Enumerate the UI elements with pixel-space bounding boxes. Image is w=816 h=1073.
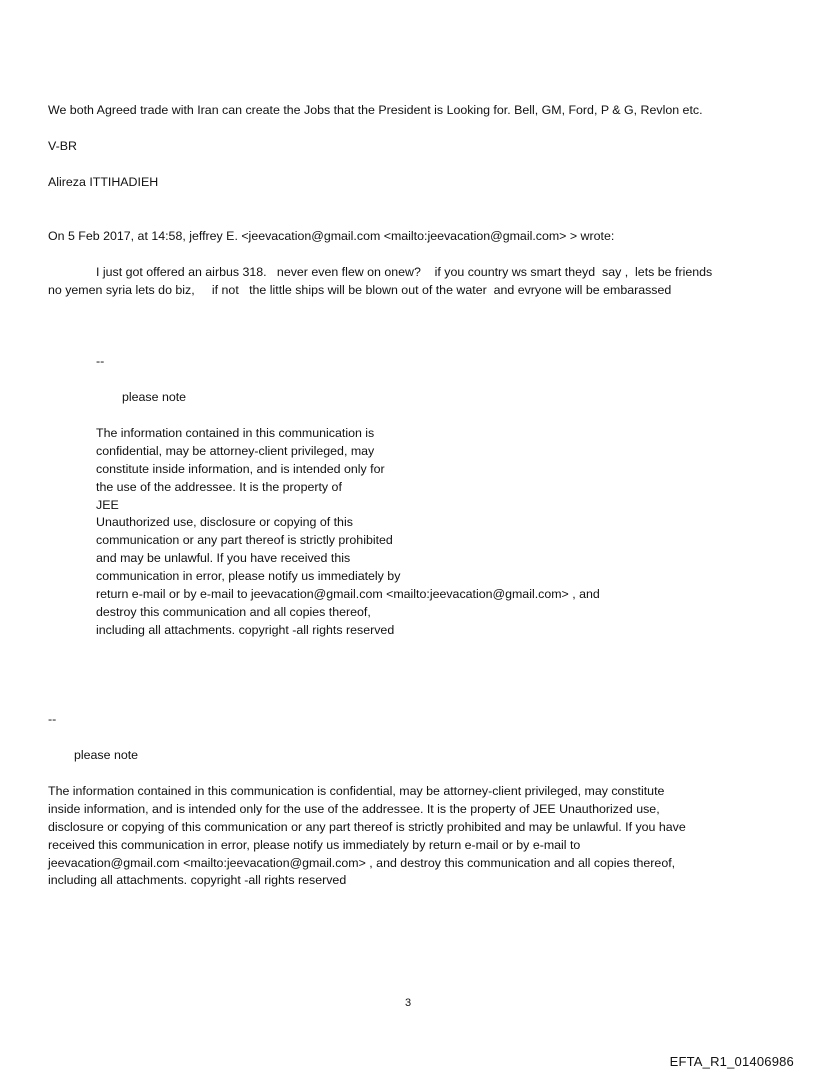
inner-disclaimer-line: JEE	[96, 497, 119, 512]
email-intro: We both Agreed trade with Iran can create the Jobs that the President is Looking for. Bell, GM, Ford, P & G, Revlon etc.	[48, 103, 703, 117]
outer-disclaimer-line: disclosure or copying of this communication or any part thereof is strictly prohibited and may be unlawful. If you have	[48, 819, 686, 834]
outer-disclaimer-line: The information contained in this communication is confidential, may be attorney-client privileged, may constitute	[48, 784, 665, 798]
quoted-body-line-2: no yemen syria lets do biz, if not the little ships will be blown out of the water and evryone will be embarassed	[48, 283, 672, 297]
inner-disclaimer-line: constitute inside information, and is intended only for	[96, 461, 385, 476]
inner-disclaimer-line: communication in error, please notify us immediately by	[96, 569, 401, 584]
inner-disclaimer-line: confidential, may be attorney-client privileged, may	[96, 443, 375, 458]
inner-signature-separator: --	[96, 354, 105, 368]
inner-disclaimer-line: destroy this communication and all copies thereof,	[96, 604, 371, 619]
inner-disclaimer-line: The information contained in this communication is	[96, 426, 375, 440]
inner-disclaimer-line: including all attachments. copyright -all rights reserved	[96, 622, 395, 637]
inner-note-label: please note	[122, 390, 187, 404]
outer-signature-separator: --	[48, 712, 57, 726]
inner-disclaimer	[96, 424, 600, 639]
inner-disclaimer-line: the use of the addressee. It is the property of	[96, 479, 342, 494]
outer-disclaimer-line: received this communication in error, please notify us immediately by return e-mail or by e-mail to	[48, 837, 581, 852]
outer-disclaimer-line: inside information, and is intended only for the use of the addressee. It is the property of JEE Unauthorized use,	[48, 801, 660, 816]
outer-disclaimer-line: jeevacation@gmail.com <mailto:jeevacation@gmail.com> , and destroy this communication and all copies thereof,	[48, 855, 676, 870]
inner-disclaimer-line: Unauthorized use, disclosure or copying of this	[96, 515, 353, 530]
inner-disclaimer-line: return e-mail or by e-mail to jeevacation@gmail.com <mailto:jeevacation@gmail.com> , and	[96, 587, 600, 602]
sender-name: Alireza ITTIHADIEH	[48, 175, 159, 189]
inner-disclaimer-line: and may be unlawful. If you have received this	[96, 551, 351, 566]
quoted-header: On 5 Feb 2017, at 14:58, jeffrey E. <jeevacation@gmail.com <mailto:jeevacation@gmail.com> > wrote:	[48, 229, 615, 243]
inner-disclaimer-line: communication or any part thereof is strictly prohibited	[96, 533, 393, 548]
page-number: 3	[404, 997, 412, 1009]
email-closing: V-BR	[48, 139, 77, 153]
document-id: EFTA_R1_01406986	[669, 1054, 794, 1069]
outer-disclaimer-line: including all attachments. copyright -all rights reserved	[48, 873, 347, 888]
outer-disclaimer	[48, 782, 686, 889]
quoted-body-line-1: I just got offered an airbus 318. never even flew on onew? if you country ws smart theyd say , lets be friends	[96, 265, 713, 279]
outer-note-label: please note	[74, 748, 139, 762]
